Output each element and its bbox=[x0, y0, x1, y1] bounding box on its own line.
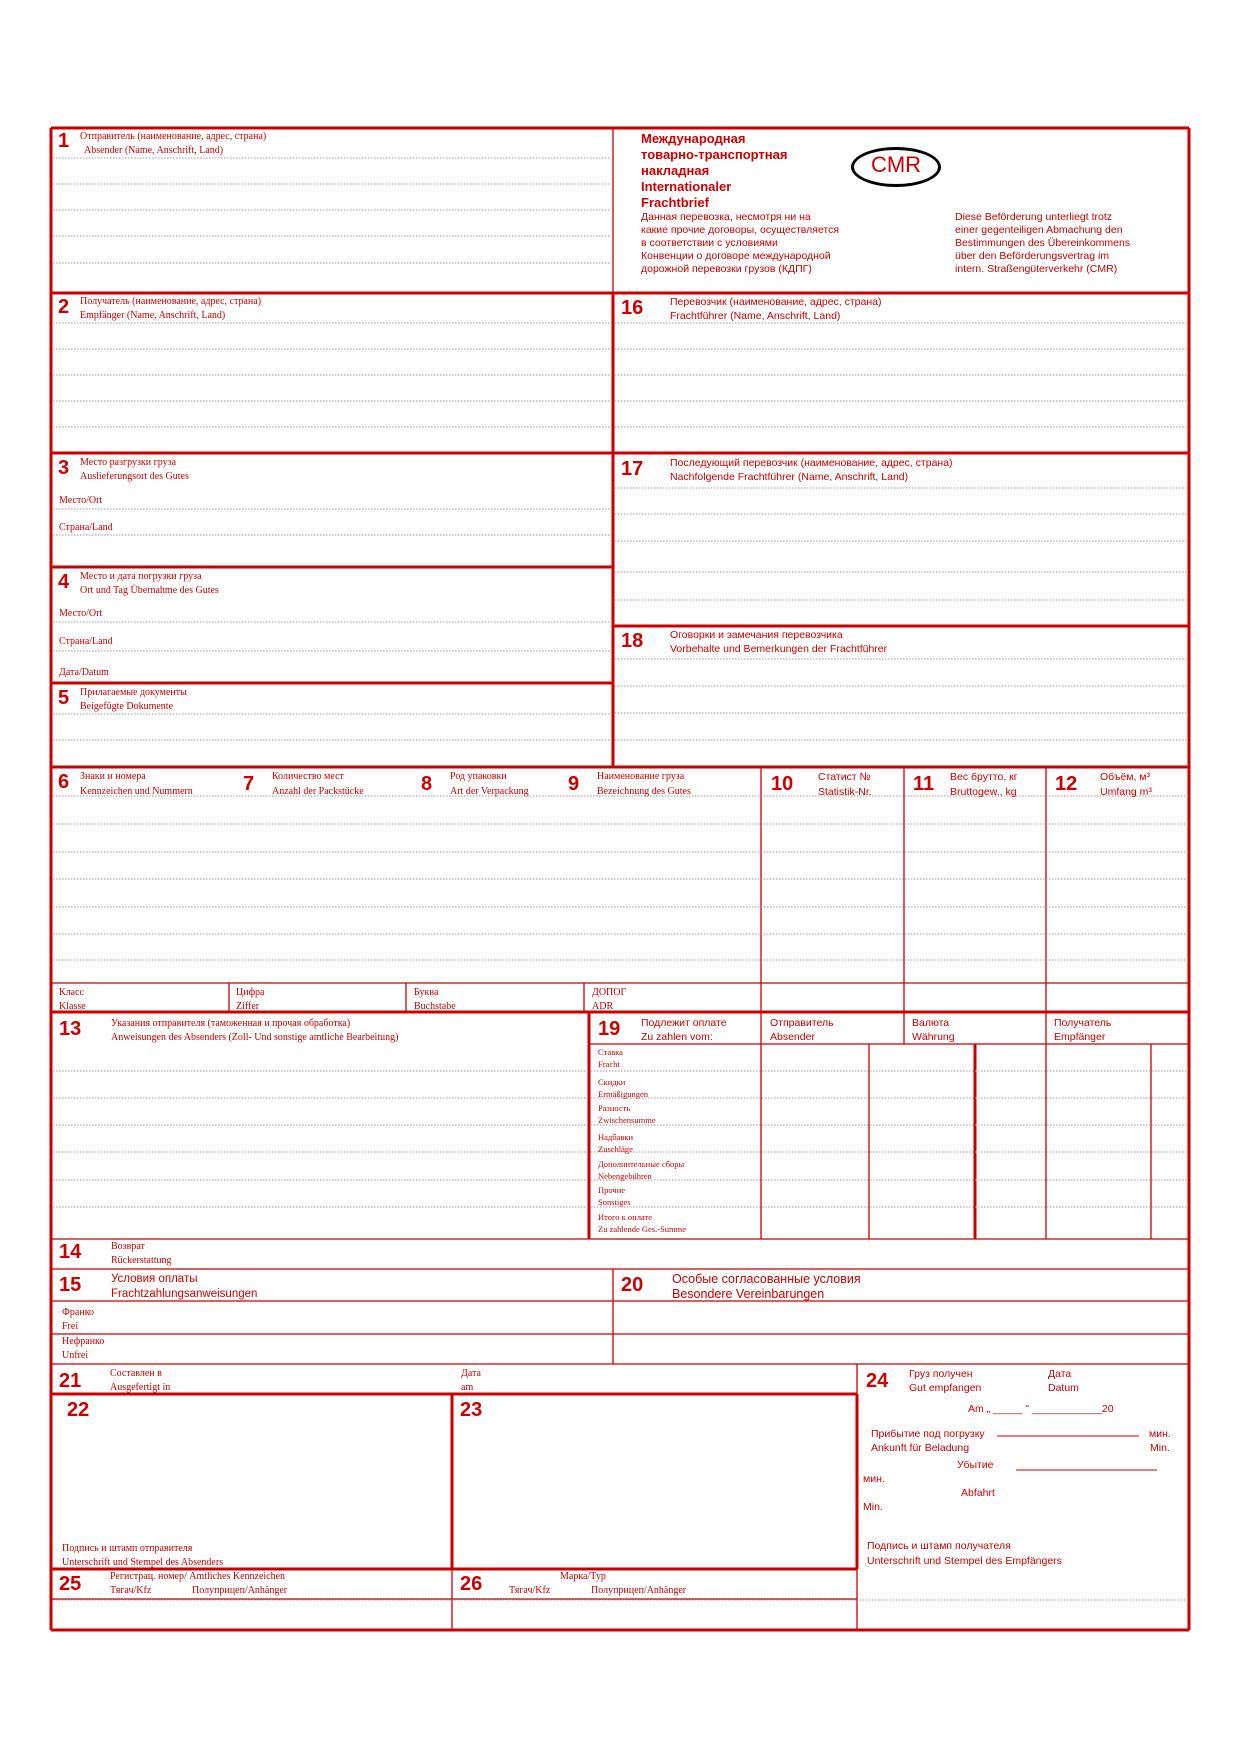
box19-row-ru: Надбавки bbox=[598, 1132, 634, 1142]
box11-label-de: Bruttogew., kg bbox=[950, 786, 1017, 798]
box24-departure-ru: Убытие bbox=[957, 1459, 994, 1471]
header-title-ru-2: товарно-транспортная bbox=[641, 147, 788, 162]
box24-number: 24 bbox=[866, 1370, 889, 1392]
box24-label-de: Gut empfangen bbox=[909, 1382, 982, 1394]
box1-label-ru: Отправитель (наименование, адрес, страна) bbox=[80, 131, 267, 142]
box21-date-ru: Дата bbox=[461, 1368, 481, 1379]
box7-label-ru: Количество мест bbox=[272, 771, 344, 782]
box21-label-ru: Составлен в bbox=[110, 1368, 162, 1379]
box11-number: 11 bbox=[913, 773, 935, 795]
box19-row-de: Ermäßigungen bbox=[598, 1089, 649, 1099]
box19-row-ru: Скидки bbox=[598, 1077, 626, 1087]
box2-label-ru: Получатель (наименование, адрес, страна) bbox=[80, 296, 262, 307]
box17-number: 17 bbox=[621, 458, 644, 480]
box24-sign-de: Unterschrift und Stempel des Empfängers bbox=[867, 1555, 1062, 1567]
box14-label-ru: Возврат bbox=[111, 1241, 145, 1252]
box25-trailer: Полуприцеп/Anhänger bbox=[192, 1585, 288, 1596]
box21-date-de: am bbox=[461, 1382, 474, 1393]
box25-label: Регистрац. номер/ Amtliches Kennzeichen bbox=[110, 1571, 286, 1582]
box24-min-ru-2: мин. bbox=[863, 1473, 885, 1485]
box4-country-label: Страна/Land bbox=[59, 636, 113, 647]
box10-number: 10 bbox=[771, 773, 794, 795]
box15-unfranko-de: Unfrei bbox=[62, 1350, 89, 1361]
box21-number: 21 bbox=[59, 1370, 82, 1392]
box16-label-ru: Перевозчик (наименование, адрес, страна) bbox=[670, 296, 882, 308]
adr-buchstabe-de: Buchstabe bbox=[414, 1001, 456, 1012]
box19-row-de: Fracht bbox=[598, 1059, 620, 1069]
box19-recipient-de: Empfänger bbox=[1054, 1031, 1106, 1043]
box8-label-de: Art der Verpackung bbox=[450, 786, 529, 797]
box25-number: 25 bbox=[59, 1573, 82, 1595]
box24-departure-de: Abfahrt bbox=[961, 1487, 995, 1499]
box19-row-de: Zuschläge bbox=[598, 1144, 633, 1154]
header-note-ru-4: дорожной перевозки грузов (КДПГ) bbox=[641, 263, 812, 275]
box13-label-de: Anweisungen des Absenders (Zoll- Und sonstige amtliche Bearbeitung) bbox=[111, 1032, 399, 1043]
box12-number: 12 bbox=[1055, 773, 1078, 795]
box8-label-ru: Род упаковки bbox=[450, 771, 507, 782]
box3-number: 3 bbox=[58, 457, 70, 479]
box13-number: 13 bbox=[59, 1018, 82, 1040]
box24-min-ru: мин. bbox=[1149, 1428, 1171, 1440]
box2-number: 2 bbox=[58, 296, 70, 318]
adr-ziffer-ru: Цифра bbox=[236, 987, 265, 998]
box19-row-ru: Разность bbox=[598, 1103, 631, 1113]
box17-label-ru: Последующий перевозчик (наименование, адрес, страна) bbox=[670, 457, 953, 469]
box19-row-ru: Дополнительные сборы bbox=[598, 1159, 685, 1169]
box12-label-de: Umfang m³ bbox=[1100, 786, 1152, 798]
box19-row-ru: Ставка bbox=[598, 1047, 623, 1057]
adr-dopog-de: ADR bbox=[592, 1001, 614, 1012]
box19-label-de: Zu zahlen vom: bbox=[641, 1031, 713, 1043]
header-note-de-2: Bestimmungen des Übereinkommens bbox=[955, 237, 1131, 249]
box25-tractor: Тягач/Kfz bbox=[110, 1585, 152, 1596]
header-note-ru-1: какие прочие договоры, осуществляется bbox=[641, 224, 840, 236]
box10-label-de: Statistik-Nr. bbox=[818, 786, 872, 798]
header-title-ru-1: Международная bbox=[641, 131, 746, 146]
box26-tractor: Тягач/Kfz bbox=[509, 1585, 551, 1596]
box24-min-de: Min. bbox=[1150, 1442, 1170, 1454]
header-note-de-0: Diese Beförderung unterliegt trotz bbox=[955, 211, 1113, 223]
header-title-de-1: Internationaler bbox=[641, 179, 732, 194]
box9-label-de: Bezeichnung des Gutes bbox=[597, 786, 691, 797]
box4-place-label: Место/Ort bbox=[59, 608, 103, 619]
box3-label-de: Auslieferungsort des Gutes bbox=[80, 471, 189, 482]
box26-number: 26 bbox=[460, 1573, 483, 1595]
header-note-de-3: über den Beförderungsvertrag im bbox=[955, 250, 1110, 262]
adr-buchstabe-ru: Буква bbox=[414, 987, 439, 998]
box19-row-ru: Прочие bbox=[598, 1185, 626, 1195]
box9-number: 9 bbox=[568, 773, 580, 795]
box24-date-ru: Дата bbox=[1048, 1368, 1072, 1380]
box1-label-de: Absender (Name, Anschrift, Land) bbox=[84, 145, 224, 156]
box16-number: 16 bbox=[621, 297, 644, 319]
box18-label-ru: Оговорки и замечания перевозчика bbox=[670, 629, 843, 641]
box4-label-de: Ort und Tag Übernahme des Gutes bbox=[80, 585, 219, 596]
box18-number: 18 bbox=[621, 630, 644, 652]
box24-arrival-ru: Прибытие под погрузку bbox=[871, 1428, 985, 1440]
box5-label-de: Beigefügte Dokumente bbox=[80, 701, 174, 712]
header-title-de-2: Frachtbrief bbox=[641, 195, 709, 210]
box19-number: 19 bbox=[598, 1018, 621, 1040]
box15-number: 15 bbox=[59, 1274, 82, 1296]
box19-row-de: Nebengebühren bbox=[598, 1171, 652, 1181]
adr-klasse-ru: Класс bbox=[59, 987, 84, 998]
adr-klasse-de: Klasse bbox=[59, 1001, 86, 1012]
adr-ziffer-de: Ziffer bbox=[236, 1001, 260, 1012]
box10-label-ru: Статист № bbox=[818, 771, 871, 783]
box26-trailer: Полуприцеп/Anhänger bbox=[591, 1585, 687, 1596]
box19-currency-de: Währung bbox=[912, 1031, 955, 1043]
box14-number: 14 bbox=[59, 1241, 82, 1263]
box24-arrival-de: Ankunft für Beladung bbox=[871, 1442, 970, 1454]
header-note-de-1: einer gegenteiligen Abmachung den bbox=[955, 224, 1123, 236]
box20-label-ru: Особые согласованные условия bbox=[672, 1272, 861, 1286]
box26-label: Марка/Тур bbox=[560, 1571, 606, 1582]
box3-label-ru: Место разгрузки груза bbox=[80, 457, 177, 468]
box16-label-de: Frachtführer (Name, Anschrift, Land) bbox=[670, 310, 841, 322]
box3-place-label: Место/Ort bbox=[59, 495, 103, 506]
box4-number: 4 bbox=[58, 571, 70, 593]
header-note-de-4: intern. Straßengüterverkehr (CMR) bbox=[955, 263, 1118, 275]
box24-min-de-2: Min. bbox=[863, 1501, 883, 1513]
box3-country-label: Страна/Land bbox=[59, 522, 113, 533]
box19-sender-de: Absender bbox=[770, 1031, 815, 1043]
box6-label-de: Kennzeichen und Nummern bbox=[80, 786, 193, 797]
adr-dopog-ru: ДОПОГ bbox=[592, 987, 627, 998]
box15-unfranko-ru: Нефранко bbox=[62, 1336, 105, 1347]
box6-label-ru: Знаки и номера bbox=[80, 771, 146, 782]
box19-sender-ru: Отправитель bbox=[770, 1017, 834, 1029]
header-note-ru-2: в соответствии с условиями bbox=[641, 237, 778, 249]
box22-number: 22 bbox=[67, 1399, 90, 1421]
box19-row-de: Zu zahlende Ges.-Summe bbox=[598, 1224, 687, 1234]
box21-label-de: Ausgefertigt in bbox=[110, 1382, 171, 1393]
box11-label-ru: Вес брутто, кг bbox=[950, 771, 1018, 783]
box19-row-de: Zwischensumme bbox=[598, 1115, 656, 1125]
cmr-logo-text: CMR bbox=[870, 152, 922, 177]
box20-number: 20 bbox=[621, 1274, 644, 1296]
box19-currency-ru: Валюта bbox=[912, 1017, 950, 1029]
box9-label-ru: Наименование груза bbox=[597, 771, 685, 782]
box15-label-ru: Условия оплаты bbox=[111, 1273, 198, 1285]
box13-label-ru: Указания отправителя (таможенная и прочая обработка) bbox=[111, 1018, 351, 1029]
box4-label-ru: Место и дата погрузки груза bbox=[80, 571, 202, 582]
box24-label-ru: Груз получен bbox=[909, 1368, 973, 1380]
box14-label-de: Rückerstattung bbox=[111, 1255, 172, 1266]
box22-sign-de: Unterschrift und Stempel des Absenders bbox=[62, 1557, 224, 1568]
box17-label-de: Nachfolgende Frachtführer (Name, Anschrift, Land) bbox=[670, 471, 909, 483]
box1-number: 1 bbox=[58, 130, 70, 152]
box19-recipient-ru: Получатель bbox=[1054, 1017, 1112, 1029]
box5-number: 5 bbox=[58, 687, 70, 709]
box20-label-de: Besondere Vereinbarungen bbox=[672, 1287, 825, 1301]
box15-franko-ru: Франко bbox=[62, 1307, 95, 1318]
header-note-ru-0: Данная перевозка, несмотря ни на bbox=[641, 211, 811, 223]
box19-label-ru: Подлежит оплате bbox=[641, 1017, 727, 1029]
box24-am-date-line: Am „ _____ " ____________20 bbox=[968, 1403, 1114, 1415]
box15-label-de: Frachtzahlungsanweisungen bbox=[111, 1288, 258, 1300]
box6-number: 6 bbox=[58, 771, 70, 793]
header-title-ru-3: накладная bbox=[641, 163, 710, 178]
box7-label-de: Anzahl der Packstücke bbox=[272, 786, 364, 797]
box2-label-de: Empfänger (Name, Anschrift, Land) bbox=[80, 310, 226, 321]
box24-sign-ru: Подпись и штамп получателя bbox=[867, 1540, 1011, 1552]
box12-label-ru: Объём, м³ bbox=[1100, 771, 1151, 783]
box7-number: 7 bbox=[243, 773, 255, 795]
box19-row-ru: Итого к оплате bbox=[598, 1212, 652, 1222]
box22-sign-ru: Подпись и штамп отправителя bbox=[62, 1543, 193, 1554]
box4-date-label: Дата/Datum bbox=[59, 667, 109, 678]
box23-number: 23 bbox=[460, 1399, 483, 1421]
box8-number: 8 bbox=[421, 773, 433, 795]
header-note-ru-3: Конвенции о договоре международной bbox=[641, 250, 831, 262]
box5-label-ru: Прилагаемые документы bbox=[80, 687, 187, 698]
box19-row-de: Sonstiges bbox=[598, 1197, 631, 1207]
box15-franko-de: Frei bbox=[62, 1321, 79, 1332]
box24-date-de: Datum bbox=[1048, 1382, 1079, 1394]
box18-label-de: Vorbehalte und Bemerkungen der Frachtführer bbox=[670, 643, 888, 655]
